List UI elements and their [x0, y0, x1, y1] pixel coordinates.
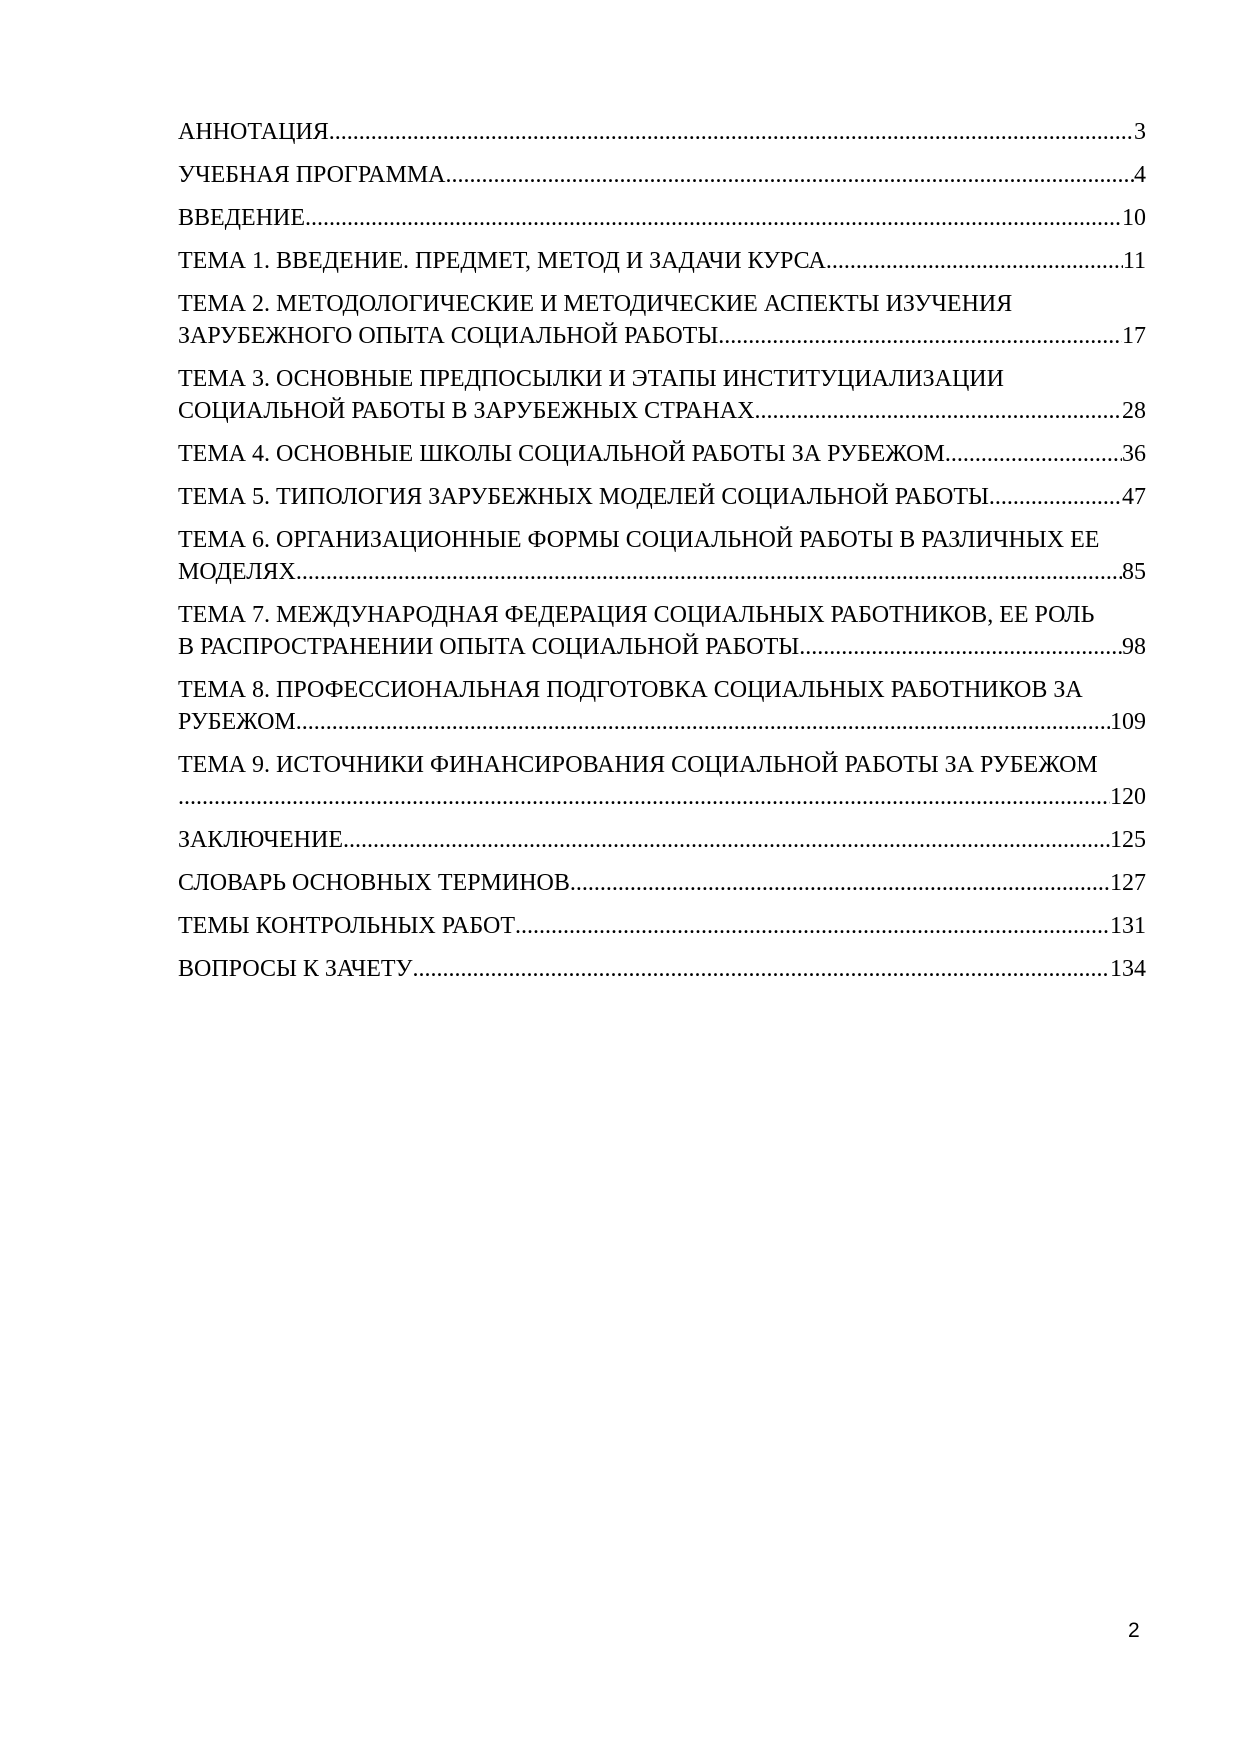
toc-dot-leader: [413, 953, 1110, 985]
toc-dot-leader: [305, 202, 1122, 234]
toc-dot-leader: [754, 395, 1122, 427]
toc-entry-page: 120: [1110, 784, 1146, 810]
toc-entry-title: АННОТАЦИЯ: [178, 119, 329, 145]
toc-entry-line: [178, 159, 1146, 191]
toc-entry-line: [178, 116, 1146, 148]
toc-entry-curriculum[interactable]: [178, 159, 1146, 191]
toc-entry-topic-7[interactable]: [178, 599, 1146, 663]
toc-entry-test-topics[interactable]: [178, 910, 1146, 942]
toc-entry-title: СЛОВАРЬ ОСНОВНЫХ ТЕРМИНОВ: [178, 870, 570, 896]
page-number: 2: [1128, 1619, 1140, 1642]
toc-entry-page: 36: [1122, 441, 1146, 467]
toc-entry-page: 98: [1122, 634, 1146, 660]
toc-entry-title-line-2: МОДЕЛЯХ: [178, 559, 296, 585]
toc-entry-page: 127: [1110, 870, 1146, 896]
toc-entry-line: [178, 395, 1146, 427]
toc-entry-line: [178, 438, 1146, 470]
toc-dot-leader: [945, 438, 1122, 470]
toc-entry-introduction[interactable]: [178, 202, 1146, 234]
toc-entry-topic-6[interactable]: [178, 524, 1146, 588]
toc-entry-page: 109: [1110, 709, 1146, 735]
toc-entry-title: ВОПРОСЫ К ЗАЧЕТУ: [178, 956, 413, 982]
toc-entry-line: [178, 706, 1146, 738]
toc-dot-leader: [296, 556, 1122, 588]
toc-entry-page: 4: [1134, 162, 1146, 188]
toc-dot-leader: [718, 320, 1122, 352]
toc-entry-title-line-2: РУБЕЖОМ: [178, 709, 296, 735]
table-of-contents: [178, 116, 1146, 996]
toc-entry-topic-9[interactable]: [178, 749, 1146, 813]
toc-entry-title: УЧЕБНАЯ ПРОГРАММА: [178, 162, 446, 188]
toc-dot-leader: [329, 116, 1134, 148]
toc-dot-leader: [515, 910, 1110, 942]
toc-entry-title: ЗАКЛЮЧЕНИЕ: [178, 827, 343, 853]
toc-entry-title-line-1: ТЕМА 3. ОСНОВНЫЕ ПРЕДПОСЫЛКИ И ЭТАПЫ ИНСТИТУЦИАЛИЗАЦИИ: [178, 366, 1004, 392]
toc-entry-line: [178, 953, 1146, 985]
toc-dot-leader: [178, 781, 1110, 813]
toc-entry-exam-questions[interactable]: [178, 953, 1146, 985]
toc-entry-title-line-2: СОЦИАЛЬНОЙ РАБОТЫ В ЗАРУБЕЖНЫХ СТРАНАХ: [178, 398, 755, 424]
toc-entry-page: 85: [1122, 559, 1146, 585]
toc-entry-title-line-1: ТЕМА 8. ПРОФЕССИОНАЛЬНАЯ ПОДГОТОВКА СОЦИАЛЬНЫХ РАБОТНИКОВ ЗА: [178, 677, 1083, 703]
toc-entry-line: [178, 910, 1146, 942]
toc-entry-glossary[interactable]: [178, 867, 1146, 899]
toc-dot-leader: [296, 706, 1110, 738]
toc-entry-title-line-1: ТЕМА 2. МЕТОДОЛОГИЧЕСКИЕ И МЕТОДИЧЕСКИЕ АСПЕКТЫ ИЗУЧЕНИЯ: [178, 291, 1013, 317]
toc-dot-leader: [570, 867, 1110, 899]
toc-entry-title: ВВЕДЕНИЕ: [178, 205, 306, 231]
toc-entry-page: 125: [1110, 827, 1146, 853]
toc-entry-conclusion[interactable]: [178, 824, 1146, 856]
toc-dot-leader: [799, 631, 1122, 663]
toc-entry-title-line-1: ТЕМА 9. ИСТОЧНИКИ ФИНАНСИРОВАНИЯ СОЦИАЛЬНОЙ РАБОТЫ ЗА РУБЕЖОМ: [178, 752, 1098, 778]
toc-entry-line: [178, 867, 1146, 899]
toc-dot-leader: [826, 245, 1123, 277]
toc-entry-line: [178, 824, 1146, 856]
toc-entry-topic-8[interactable]: [178, 674, 1146, 738]
toc-entry-title: ТЕМА 5. ТИПОЛОГИЯ ЗАРУБЕЖНЫХ МОДЕЛЕЙ СОЦИАЛЬНОЙ РАБОТЫ: [178, 484, 989, 510]
toc-entry-page: 131: [1110, 913, 1146, 939]
toc-entry-page: 10: [1122, 205, 1146, 231]
toc-dot-leader: [989, 481, 1122, 513]
toc-entry-page: 47: [1122, 484, 1146, 510]
toc-entry-title-line-2: В РАСПРОСТРАНЕНИИ ОПЫТА СОЦИАЛЬНОЙ РАБОТЫ: [178, 634, 800, 660]
toc-entry-line: [178, 631, 1146, 663]
toc-entry-topic-1[interactable]: [178, 245, 1146, 277]
toc-entry-annotation[interactable]: [178, 116, 1146, 148]
toc-entry-line: [178, 556, 1146, 588]
toc-entry-line: [178, 202, 1146, 234]
toc-entry-topic-3[interactable]: [178, 363, 1146, 427]
toc-entry-topic-5[interactable]: [178, 481, 1146, 513]
toc-entry-title: ТЕМА 1. ВВЕДЕНИЕ. ПРЕДМЕТ, МЕТОД И ЗАДАЧИ КУРСА: [178, 248, 826, 274]
toc-entry-title: ТЕМЫ КОНТРОЛЬНЫХ РАБОТ: [178, 913, 515, 939]
toc-entry-page: 3: [1134, 119, 1146, 145]
toc-entry-title-line-1: ТЕМА 6. ОРГАНИЗАЦИОННЫЕ ФОРМЫ СОЦИАЛЬНОЙ РАБОТЫ В РАЗЛИЧНЫХ ЕЕ: [178, 527, 1100, 553]
toc-entry-page: 11: [1122, 248, 1146, 274]
toc-entry-page: 17: [1122, 323, 1146, 349]
toc-entry-page: 28: [1122, 398, 1146, 424]
toc-entry-line: [178, 481, 1146, 513]
toc-entry-topic-2[interactable]: [178, 288, 1146, 352]
toc-entry-line: [178, 781, 1146, 813]
toc-entry-title: ТЕМА 4. ОСНОВНЫЕ ШКОЛЫ СОЦИАЛЬНОЙ РАБОТЫ ЗА РУБЕЖОМ: [178, 441, 945, 467]
toc-entry-line: [178, 320, 1146, 352]
toc-dot-leader: [446, 159, 1134, 191]
toc-entry-page: 134: [1110, 956, 1146, 982]
toc-entry-title-line-2: ЗАРУБЕЖНОГО ОПЫТА СОЦИАЛЬНОЙ РАБОТЫ: [178, 323, 719, 349]
toc-entry-line: [178, 245, 1146, 277]
toc-entry-title-line-1: ТЕМА 7. МЕЖДУНАРОДНАЯ ФЕДЕРАЦИЯ СОЦИАЛЬНЫХ РАБОТНИКОВ, ЕЕ РОЛЬ: [178, 602, 1095, 628]
toc-entry-topic-4[interactable]: [178, 438, 1146, 470]
toc-dot-leader: [343, 824, 1110, 856]
